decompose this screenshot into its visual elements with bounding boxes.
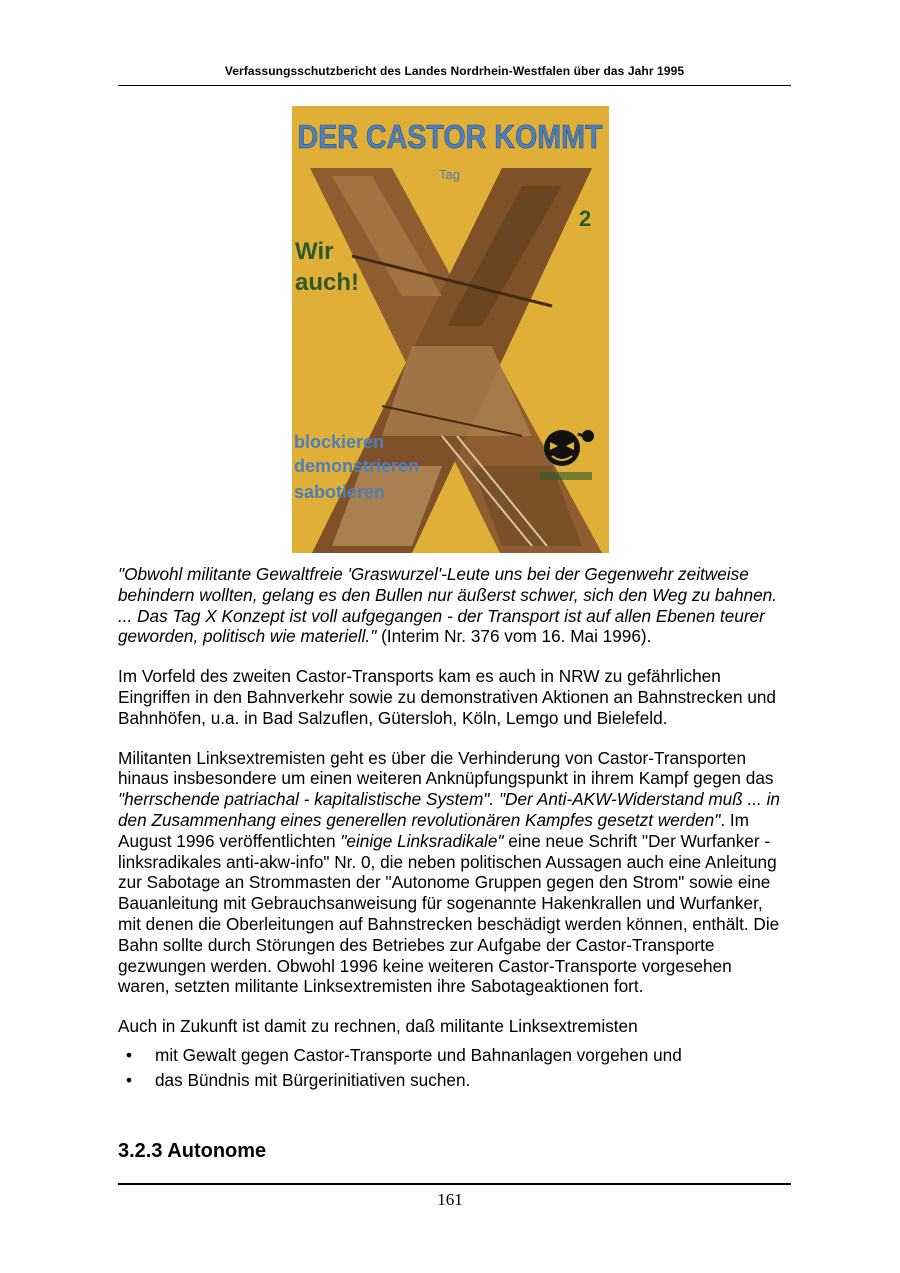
list-item <box>118 1070 783 1091</box>
poster-number: 2 <box>579 206 592 231</box>
paragraph-militants-part2: . Im August 1996 veröffentlichten <box>118 809 749 851</box>
header-rule <box>118 85 791 86</box>
paragraph-militants <box>118 748 783 998</box>
section-heading: 3.2.3 Autonome <box>118 1140 267 1162</box>
list-item <box>118 1045 783 1066</box>
paragraph-militants-quote1: "herrschende patriachal - kapitalistische System". "Der Anti-AKW-Widerstand muß ... in den Zusammenhang eines generellen revolutionären Kampfes gesetzt werden" <box>118 789 780 830</box>
quote-text: "Obwohl militante Gewaltfreie 'Graswurzel'-Leute uns bei der Gegenwehr zeitweise behindern wollten, gelang es den Bullen nur äußerst schwer, sich den Weg zu bahnen. ... Das Tag X Konzept ist voll aufgegangen - der Transport ist auf allen Ebenen teurer geworden, politisch wie materiell." <box>118 564 777 647</box>
poster-slogan-line2: auch! <box>295 269 360 296</box>
poster-title: DER CASTOR KOMMT <box>297 118 603 155</box>
paragraph-incidents: Im Vorfeld des zweiten Castor-Transports kam es auch in NRW zu gefährlichen Eingriffen in den Bahnverkehr sowie zu demonstrativen Aktionen an Bahnstrecken und Bahnhöfen, u.a. in Bad Salzuflen, Gütersloh, Köln, Lemgo und Bielefeld. <box>118 666 776 728</box>
poster-slogan-line1: Wir <box>295 238 334 265</box>
running-header: Verfassungsschutzbericht des Landes Nordrhein-Westfalen über das Jahr 1995 <box>224 64 685 78</box>
castor-poster-image <box>292 106 609 553</box>
poster-tag-label: Tag <box>439 167 460 182</box>
paragraph-outlook: Auch in Zukunft ist damit zu rechnen, daß militante Linksextremisten <box>118 1016 638 1037</box>
poster-action-2: demonstrieren <box>294 456 420 476</box>
paragraph-militants-part1: Militanten Linksextremisten geht es über die Verhinderung von Castor-Transporten hinaus insbesondere um einen weiteren Anknüpfungspunkt in ihrem Kampf gegen das <box>118 747 774 789</box>
footer-rule <box>118 1183 791 1185</box>
list-item-text: mit Gewalt gegen Castor-Transporte und Bahnanlagen vorgehen und <box>155 1044 682 1065</box>
page-number: 161 <box>437 1190 463 1209</box>
bullet-icon: • <box>126 1069 133 1090</box>
poster-action-1: blockieren <box>294 432 385 452</box>
quote-paragraph <box>118 564 783 647</box>
paragraph-militants-quote2: "einige Linksradikale" <box>340 830 504 851</box>
bullet-icon: • <box>126 1044 133 1065</box>
quote-source: (Interim Nr. 376 vom 16. Mai 1996). <box>376 626 652 647</box>
body-text <box>118 564 783 1095</box>
paragraph-militants-part3: eine neue Schrift "Der Wurfanker - linksradikales anti-akw-info" Nr. 0, die neben politischen Aussagen auch eine Anleitung zur Sabotage an Strommasten der "Autonome Gruppen gegen den Strom" sowie eine Bauanleitung mit Gebrauchsanweisung für sogenannte Hakenkrallen und Wurfanker, mit denen die Oberleitungen auf Bahnstrecken beschädigt werden können, enthält. Die Bahn sollte durch Störungen des Betriebes zur Aufgabe der Castor-Transporte gezwungen werden. Obwohl 1996 keine weiteren Castor-Transporte vorgesehen waren, setzten militante Linksextremisten ihre Sabotageaktionen fort. <box>118 830 780 997</box>
outlook-list <box>118 1045 783 1091</box>
list-item-text: das Bündnis mit Bürgerinitiativen suchen. <box>155 1069 471 1090</box>
poster-action-3: sabotieren <box>294 482 386 502</box>
